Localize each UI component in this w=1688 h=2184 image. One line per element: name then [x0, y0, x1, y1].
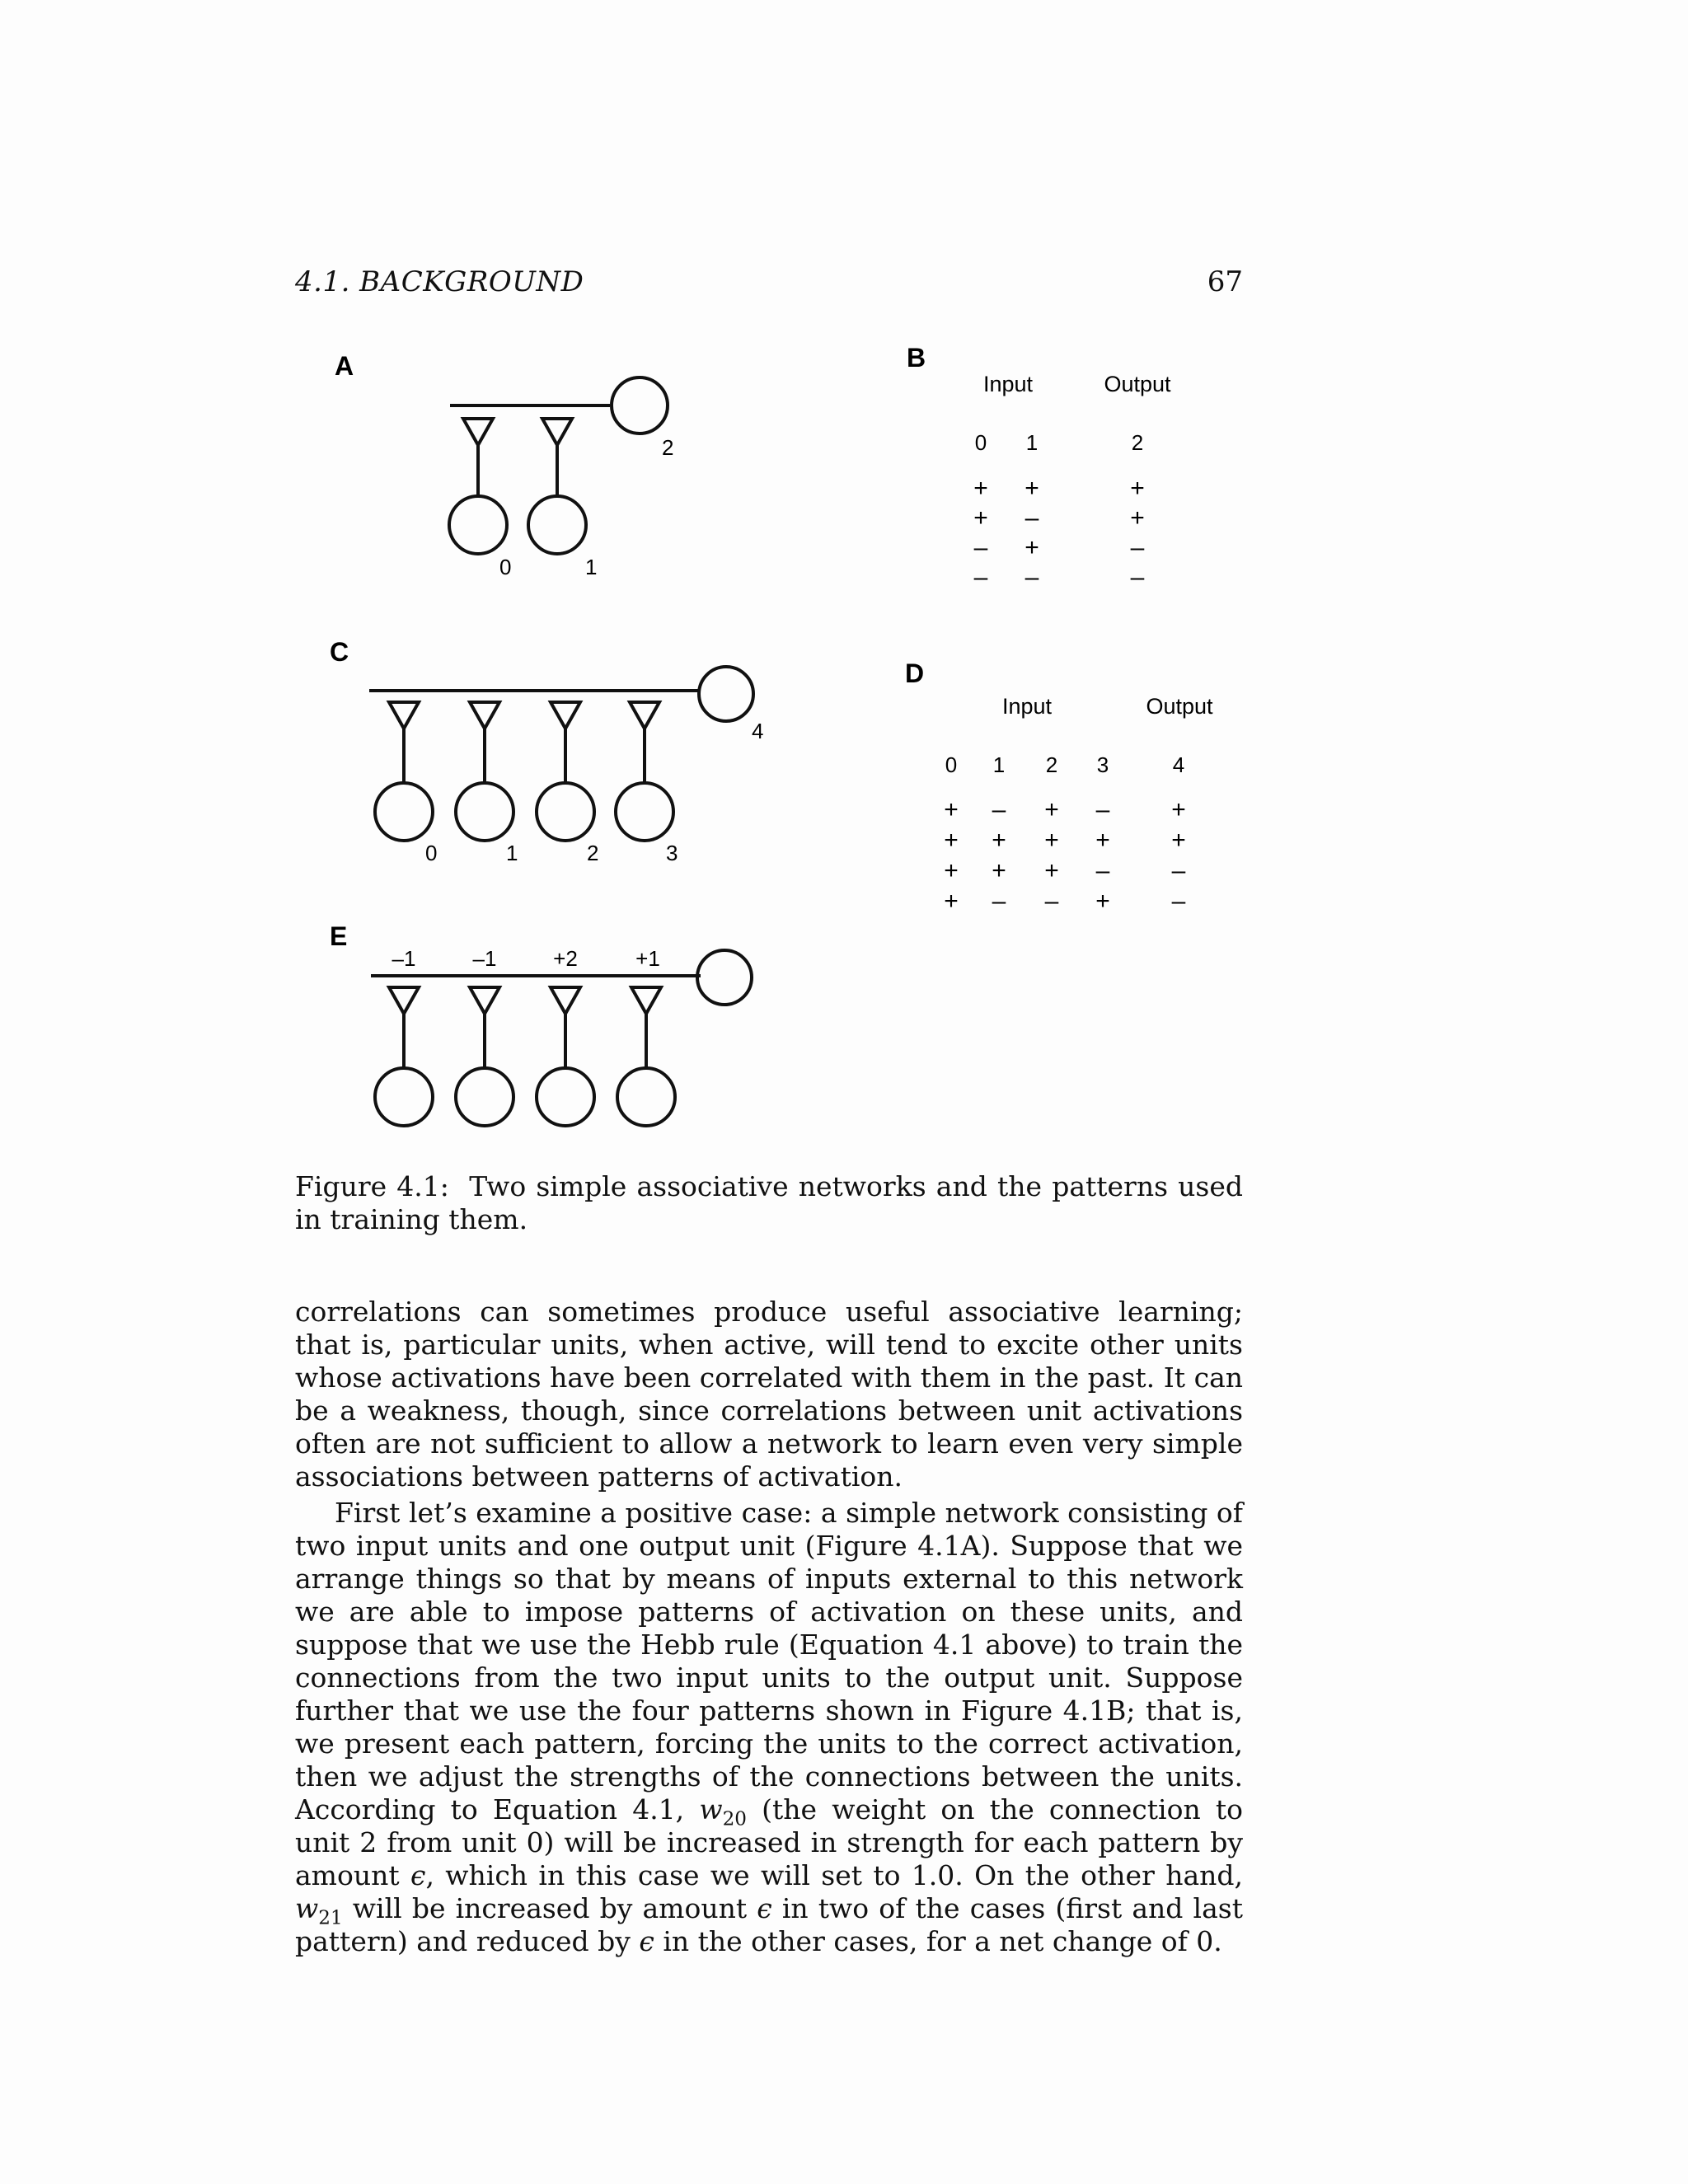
panel-d-cell: +	[1044, 796, 1059, 823]
panel-d-cell: +	[944, 796, 959, 823]
panel-a-output-unit	[612, 377, 668, 434]
panel-c-input-0	[375, 702, 433, 841]
page-number: 67	[1207, 265, 1243, 298]
paragraph-2	[295, 1497, 1243, 1958]
panel-a-output-label: 2	[662, 435, 674, 460]
panel-b-cell: +	[973, 475, 988, 502]
paragraph-2-text-b: (the weight on the connection to unit 2 from unit 0) will be increased in strength for each pattern by amount	[295, 1793, 1243, 1891]
panel-b-cell: +	[973, 504, 988, 532]
body-text	[295, 1296, 1243, 1958]
panel-d-cell: +	[1044, 827, 1059, 854]
panel-b-cell: –	[1130, 564, 1145, 591]
panel-label-c: C	[330, 637, 349, 667]
panel-d-cell: +	[944, 857, 959, 884]
paragraph-2-text-e: in two of the cases (first and last pattern) and reduced by	[295, 1892, 1243, 1957]
panel-d-cell: +	[1044, 857, 1059, 884]
panel-e-input-2	[537, 987, 594, 1126]
panel-d-cell: –	[992, 796, 1006, 823]
panel-d-column-label: 0	[945, 752, 958, 777]
panel-e-weight-1: –1	[472, 946, 497, 971]
panel-e-weight-3: +1	[635, 946, 660, 971]
panel-d-column-label: 2	[1045, 752, 1058, 777]
panel-d-cell: +	[944, 888, 959, 915]
panel-d-cell: +	[1171, 796, 1186, 823]
panel-b-cell: –	[1025, 504, 1039, 532]
panel-c-output-unit	[699, 667, 753, 721]
panel-d-column-label: 4	[1172, 752, 1185, 777]
w21-subscript: 21	[318, 1907, 343, 1929]
panel-b-cell: +	[1025, 475, 1039, 502]
w20-subscript: 20	[722, 1808, 747, 1830]
panel-a-input-label-1: 1	[585, 555, 598, 579]
panel-b-cell: –	[973, 534, 988, 561]
panel-b-column-label: 0	[974, 430, 987, 455]
panel-b-column-label: 1	[1025, 430, 1039, 455]
panel-d-cell: –	[1095, 857, 1110, 884]
panel-label-b: B	[907, 343, 926, 373]
panel-e-output-unit	[697, 950, 752, 1005]
panel-c-input-label-1: 1	[506, 841, 518, 865]
panel-c-output-label: 4	[752, 719, 764, 743]
panel-d-cell: +	[1095, 888, 1110, 915]
panel-d-cell: +	[1095, 827, 1110, 854]
panel-d-cell: –	[1171, 888, 1186, 915]
panel-e-weight-2: +2	[553, 946, 578, 971]
panel-e-input-1	[456, 987, 513, 1126]
panel-e-input-3	[617, 987, 675, 1126]
panel-a-input-0	[449, 419, 507, 554]
panel-d-table	[944, 752, 1186, 915]
panel-d-cell: +	[992, 857, 1006, 884]
panel-e-input-0	[375, 987, 433, 1126]
panel-label-d: D	[905, 658, 925, 688]
panel-b-cell: +	[1130, 504, 1145, 532]
figure-drawing	[312, 338, 1268, 1162]
panel-d-cell: +	[1171, 827, 1186, 854]
panel-d-column-label: 3	[1096, 752, 1109, 777]
panel-d-input-header: Input	[1001, 694, 1053, 719]
panel-b-table	[973, 430, 1145, 591]
panel-b-cell: –	[973, 564, 988, 591]
panel-label-a: A	[335, 351, 354, 381]
panel-b-output-header: Output	[1104, 372, 1171, 396]
figure-caption	[295, 1170, 1243, 1236]
caption-label: Figure 4.1:	[295, 1170, 449, 1202]
running-header-section: 4.1. BACKGROUND	[295, 265, 584, 298]
panel-d-output-header: Output	[1146, 694, 1213, 719]
panel-b-cell: +	[1025, 534, 1039, 561]
panel-c-input-2	[537, 702, 594, 841]
panel-d-cell: –	[1095, 796, 1110, 823]
panel-c-input-label-0: 0	[425, 841, 438, 865]
panel-e-weight-0: –1	[392, 946, 416, 971]
paragraph-2-text-a: First let’s examine a positive case: a simple network consisting of two input units and one output unit (Figure 4.1A). Suppose that we arrange things so that by means of inputs external to this network we are able to impose patterns of activation on these units, and suppose that we use the Hebb rule (Equation 4.1 above) to train the connections from the two input units to the output unit. Suppose further that we use the four patterns shown in Figure 4.1B; that is, we present each pattern, forcing the units to the correct activation, then we adjust the strengths of the connections between the units. According to Equation 4.1,	[295, 1497, 1243, 1825]
panel-b-cell: +	[1130, 475, 1145, 502]
paragraph-2-text-c: , which in this case we will set to 1.0. On the other hand,	[425, 1859, 1244, 1891]
panel-b-cell: –	[1025, 564, 1039, 591]
panel-c-input-1	[456, 702, 513, 841]
paragraph-2-text-f: in the other cases, for a net change of 0.	[654, 1925, 1222, 1957]
panel-b-cell: –	[1130, 534, 1145, 561]
panel-c-input-label-2: 2	[587, 841, 599, 865]
figure-4-1	[312, 338, 1268, 1162]
panel-b-column-label: 2	[1131, 430, 1144, 455]
epsilon-symbol: ϵ	[757, 1892, 772, 1924]
paragraph-2-text-d: will be increased by amount	[342, 1892, 757, 1924]
panel-c-input-3	[616, 702, 673, 841]
caption-text: Two simple associative networks and the patterns used in training them.	[295, 1170, 1244, 1235]
panel-label-e: E	[330, 921, 348, 951]
panel-d-cell: +	[992, 827, 1006, 854]
panel-d-cell: +	[944, 827, 959, 854]
panel-d-cell: –	[1044, 888, 1059, 915]
panel-d-cell: –	[992, 888, 1006, 915]
panel-a-input-1	[528, 419, 586, 554]
w21-symbol: w	[295, 1892, 319, 1924]
w20-symbol: w	[699, 1793, 723, 1825]
panel-a-input-label-0: 0	[499, 555, 512, 579]
epsilon-symbol: ϵ	[639, 1925, 654, 1957]
panel-c-input-label-3: 3	[666, 841, 678, 865]
paragraph-1: correlations can sometimes produce useful associative learning; that is, particular units, when active, will tend to excite other units whose activations have been correlated with them in the past. It can be a weakness, though, since correlations between unit activations often are not sufficient to allow a network to learn even very simple associations between patterns of activation.	[295, 1296, 1243, 1493]
panel-d-cell: –	[1171, 857, 1186, 884]
panel-d-column-label: 1	[992, 752, 1006, 777]
panel-b-input-header: Input	[982, 372, 1034, 396]
epsilon-symbol: ϵ	[410, 1859, 426, 1891]
